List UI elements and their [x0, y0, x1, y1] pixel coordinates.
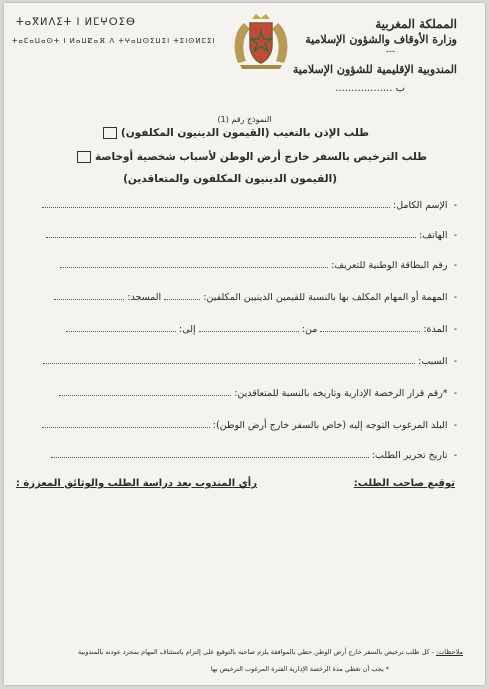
full-name-field[interactable]: -الإسم الكامل:: [42, 199, 457, 211]
delegate-opinion-label: رأي المندوب بعد دراسة الطلب والوثائق المعززة :: [15, 478, 257, 489]
date-field[interactable]: -تاريخ تحرير الطلب:: [51, 449, 457, 461]
country-label: البلد المرغوب التوجه إليه (خاص بالسفر خارج أرض الوطن):: [212, 420, 448, 431]
decision-label: *رقم قرار الرخصة الإدارية وتاريخه بالنسبة للمتعاقدين:: [234, 388, 448, 399]
option-travel-label: طلب الترخيص بالسفر خارج أرض الوطن لأسباب شخصية أوخاصة: [95, 151, 427, 163]
option-travel-permission[interactable]: [73, 151, 427, 163]
duration-to-input[interactable]: [199, 323, 299, 332]
date-label: تاريخ تحرير الطلب:: [371, 450, 448, 461]
notes-title: ملاحظات:: [436, 648, 463, 656]
reason-input[interactable]: [43, 355, 415, 364]
task-input[interactable]: [164, 291, 200, 300]
option-travel-continuation: (القيمون الدينيون المكلفون والمتعاقدين): [123, 173, 337, 185]
to-label: إلى:: [179, 324, 196, 335]
phone-label: الهاتف:: [419, 230, 448, 241]
decision-field[interactable]: -*رقم قرار الرخصة الإدارية وتاريخه بالنسبة للمتعاقدين:: [59, 387, 457, 399]
task-field[interactable]: -المهمة أو المهام المكلف بها بالنسبة للقيمين الدينيين المكلفين: المسجد:: [54, 291, 457, 303]
applicant-signature-label: توقيع صاحب الطلب:: [353, 478, 455, 489]
delegation-title: المندوبية الإقليمية للشؤون الإسلامية: [292, 63, 457, 76]
tifinagh-kingdom-label: ⵜⴰⴳⵍⴷⵉⵜ ⵏ ⵍⵎⵖⵔⵉⴱ: [16, 17, 136, 28]
cin-label: رقم البطاقة الوطنية للتعريف:: [331, 260, 448, 271]
form-sheet: [4, 3, 485, 685]
reason-field[interactable]: -السبب:: [43, 355, 457, 367]
delegation-location: ب ..................: [335, 83, 405, 94]
phone-input[interactable]: [46, 229, 416, 238]
task-label: المهمة أو المهام المكلف بها بالنسبة للقيمين الدينيين المكلفين:: [203, 292, 448, 303]
duration-label: المدة:: [423, 324, 448, 335]
reason-label: السبب:: [418, 356, 448, 367]
duration-from-input[interactable]: [320, 323, 420, 332]
duration-field[interactable]: -المدة: من: إلى:: [66, 323, 457, 335]
mosque-label: المسجد:: [127, 292, 162, 303]
country-input[interactable]: [42, 419, 210, 428]
full-name-label: الإسم الكامل:: [393, 200, 448, 211]
header-separator: ---: [385, 47, 395, 57]
option-absence-label: طلب الإذن بالتغيب (القيمون الدينيون المكلفون): [120, 127, 369, 139]
option-absence-permission[interactable]: [99, 127, 369, 139]
cin-input[interactable]: [60, 259, 328, 268]
tifinagh-ministry-label: ⵜⴰⵎⴰⵡⴰⵙⵜ ⵏ ⵍⴰⵡⵇⴰⴼ ⴷ ⵜⵖⴰⵡⵙⵉⵡⵉⵏ ⵜⵉⵏⵙⵍⵎⵉⵏ: [12, 37, 216, 45]
form-model-label: النموذج رقم (1): [217, 115, 272, 124]
phone-field[interactable]: -الهاتف:: [46, 229, 457, 241]
note-2-text: * يجب أن تغطي مدة الرخصة الإدارية الفترة المرغوب الترخيص بها: [210, 665, 389, 673]
full-name-input[interactable]: [42, 199, 390, 208]
country-field[interactable]: -البلد المرغوب التوجه إليه (خاص بالسفر خارج أرض الوطن):: [42, 419, 457, 431]
decision-input[interactable]: [59, 387, 231, 396]
note-1-text: كل طلب ترخيص بالسفر خارج أرض الوطن حظي بالموافقة يلزم صاحبه بالتوقيع على إلتزام باستئناف المهام بمجرد عودته بالمندوبية: [77, 648, 430, 656]
travel-checkbox[interactable]: [77, 151, 91, 163]
kingdom-title: المملكة المغربية: [375, 17, 457, 31]
duration-end-input[interactable]: [66, 323, 176, 332]
note-line-1: ملاحظات: - كل طلب ترخيص بالسفر خارج أرض الوطن حظي بالموافقة يلزم صاحبه بالتوقيع على إلتزام باستئناف المهام بمجرد عودته بالمندوبية: [77, 648, 463, 656]
absence-checkbox[interactable]: [103, 127, 117, 139]
from-label: من:: [301, 324, 318, 335]
mosque-input[interactable]: [54, 291, 124, 300]
date-input[interactable]: [51, 449, 369, 458]
cin-field[interactable]: -رقم البطاقة الوطنية للتعريف:: [60, 259, 457, 271]
ministry-title: وزارة الأوقاف والشؤون الإسلامية: [305, 33, 457, 46]
royal-emblem-icon: [230, 11, 292, 71]
